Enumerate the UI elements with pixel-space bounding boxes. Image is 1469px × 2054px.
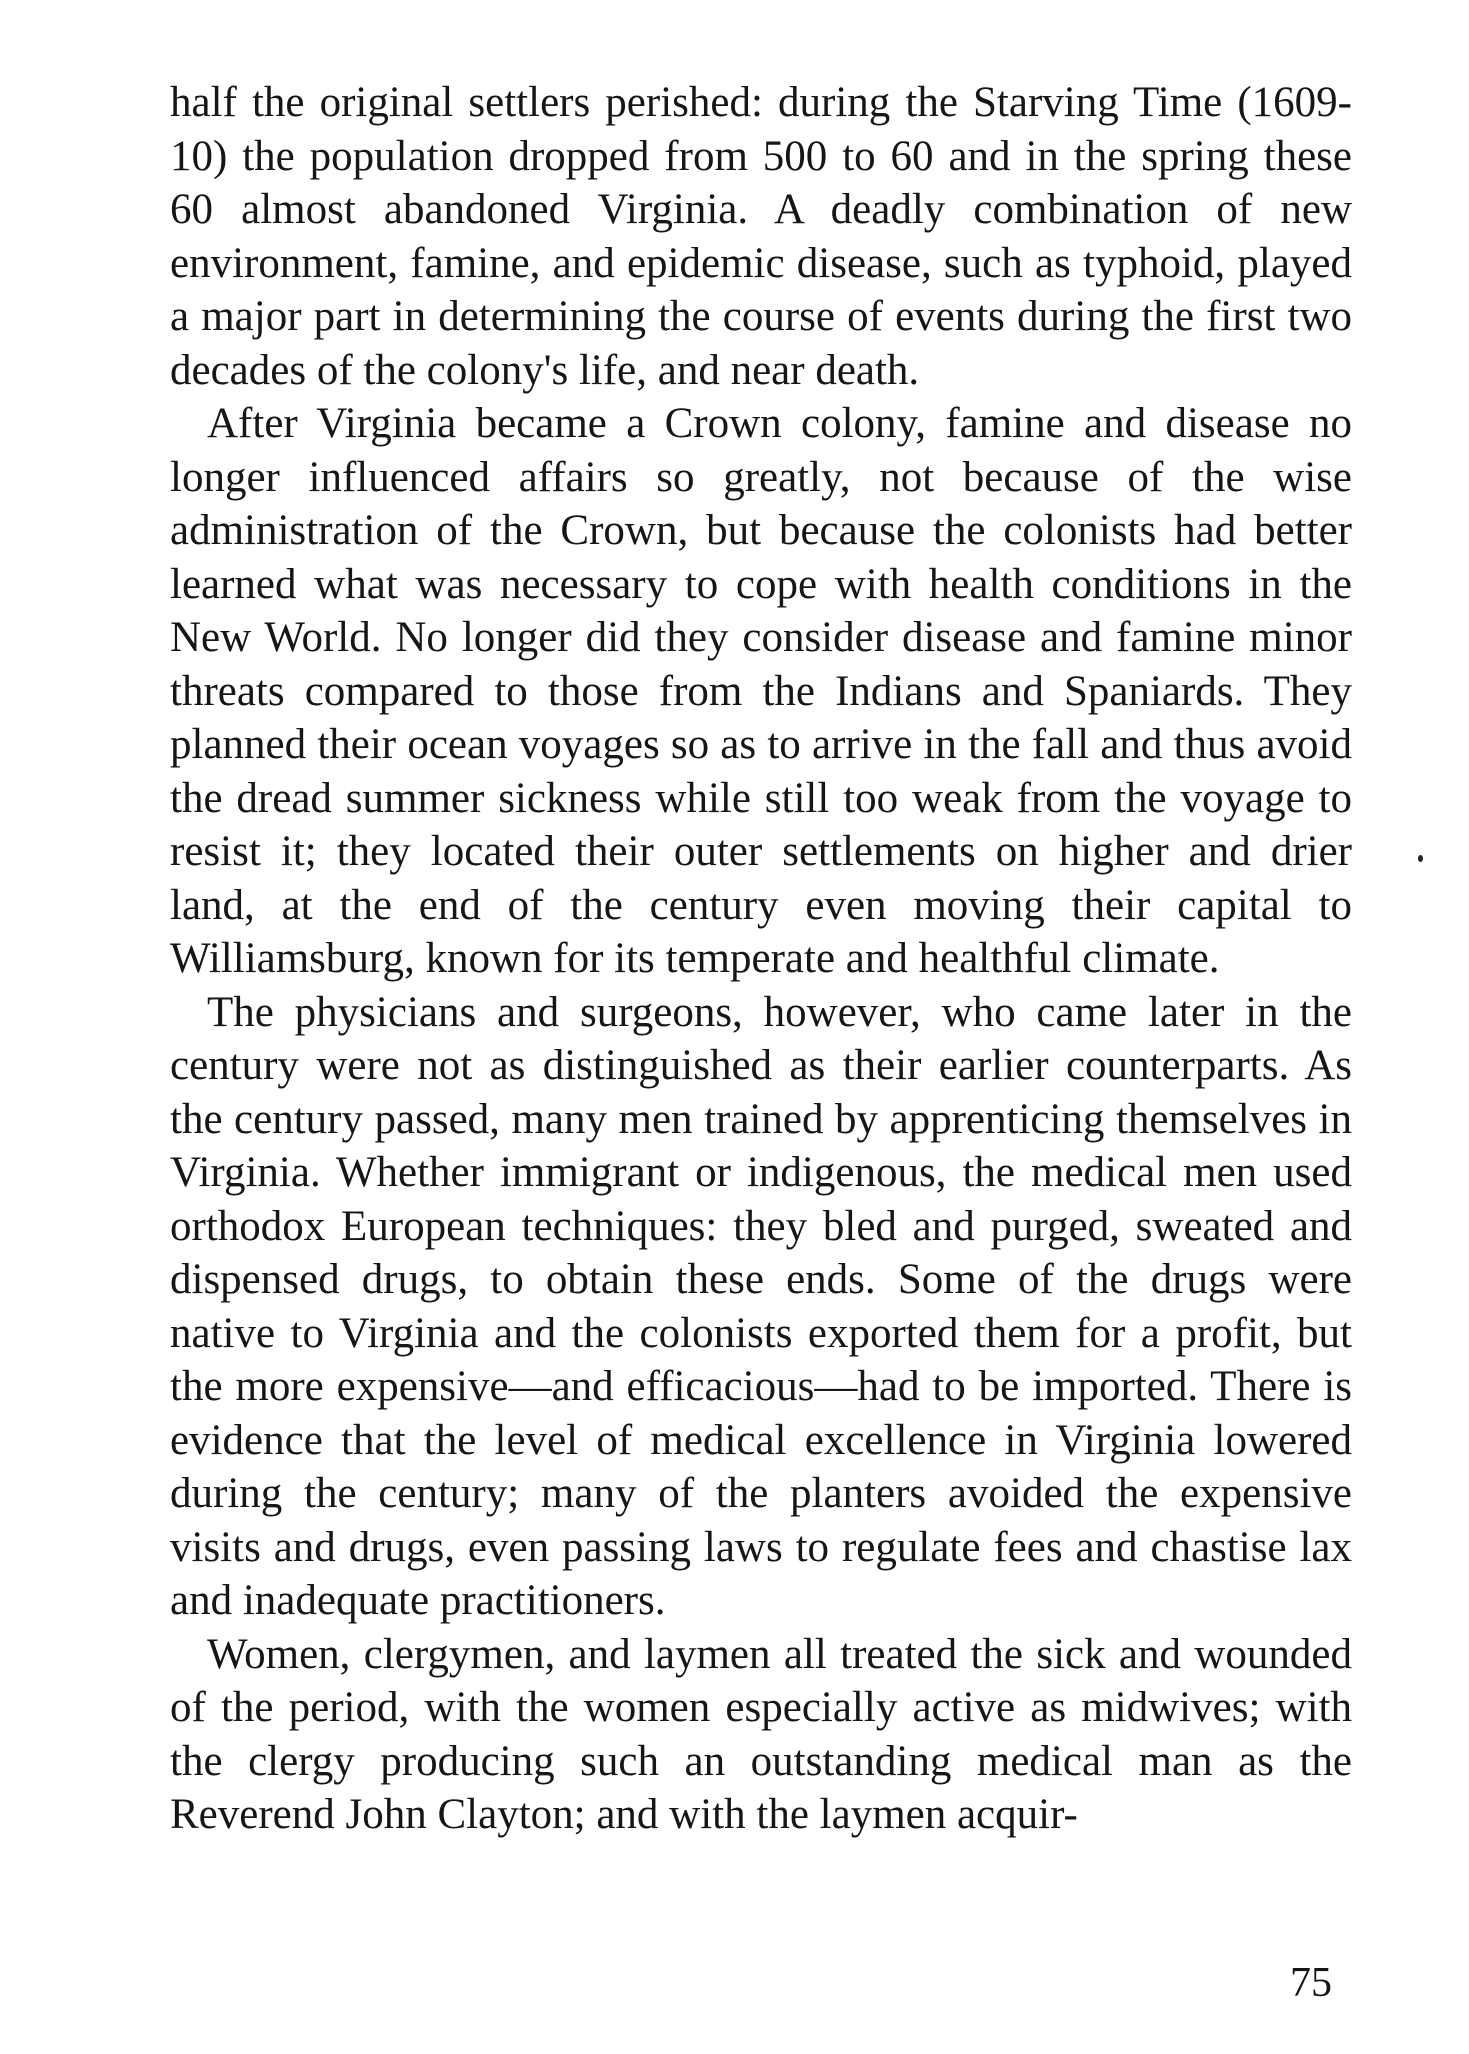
paragraph-3: The physicians and surgeons, however, who came later in the century were not as distinguished as their earlier counterparts. As the century passed, many men trained by apprenticing themselves in Virginia. Whether immigrant or indigenous, the medical men used orthodox European techniques: they bled and purged, sweated and dispensed drugs, to obtain these ends. Some of the drugs were native to Virginia and the colonists exported them for a profit, but the more expensive—and efficacious—had to be imported. There is evidence that the level of medical excellence in Virginia lowered during the century; many of the planters avoided the expensive visits and drugs, even passing laws to regulate fees and chastise lax and inadequate practitioners. [170, 988, 1352, 1624]
ink-speck [1418, 855, 1423, 862]
page-number: 75 [1290, 1960, 1332, 2006]
body-text [170, 76, 1352, 1842]
paragraph-4: Women, clergymen, and laymen all treated the sick and wounded of the period, with the women especially active as midwives; with the clergy producing such an outstanding medical man as the Reverend John Clayton; and with the laymen acquir- [170, 1630, 1352, 1838]
paragraph-1: half the original settlers perished: during the Starving Time (1609-10) the population dropped from 500 to 60 and in the spring these 60 almost abandoned Virginia. A deadly combination of new environment, famine, and epidemic disease, such as typhoid, played a major part in determining the course of events during the first two decades of the colony's life, and near death. [170, 79, 1352, 394]
paragraph-2: After Virginia became a Crown colony, famine and disease no longer influenced affairs so greatly, not because of the wise administration of the Crown, but because the colonists had better learned what was necessary to cope with health conditions in the New World. No longer did they consider disease and famine minor threats compared to those from the Indians and Spaniards. They planned their ocean voyages so as to arrive in the fall and thus avoid the dread summer sickness while still too weak from the voyage to resist it; they located their outer settlements on higher and drier land, at the end of the century even moving their capital to Williamsburg, known for its temperate and healthful climate. [170, 400, 1352, 982]
